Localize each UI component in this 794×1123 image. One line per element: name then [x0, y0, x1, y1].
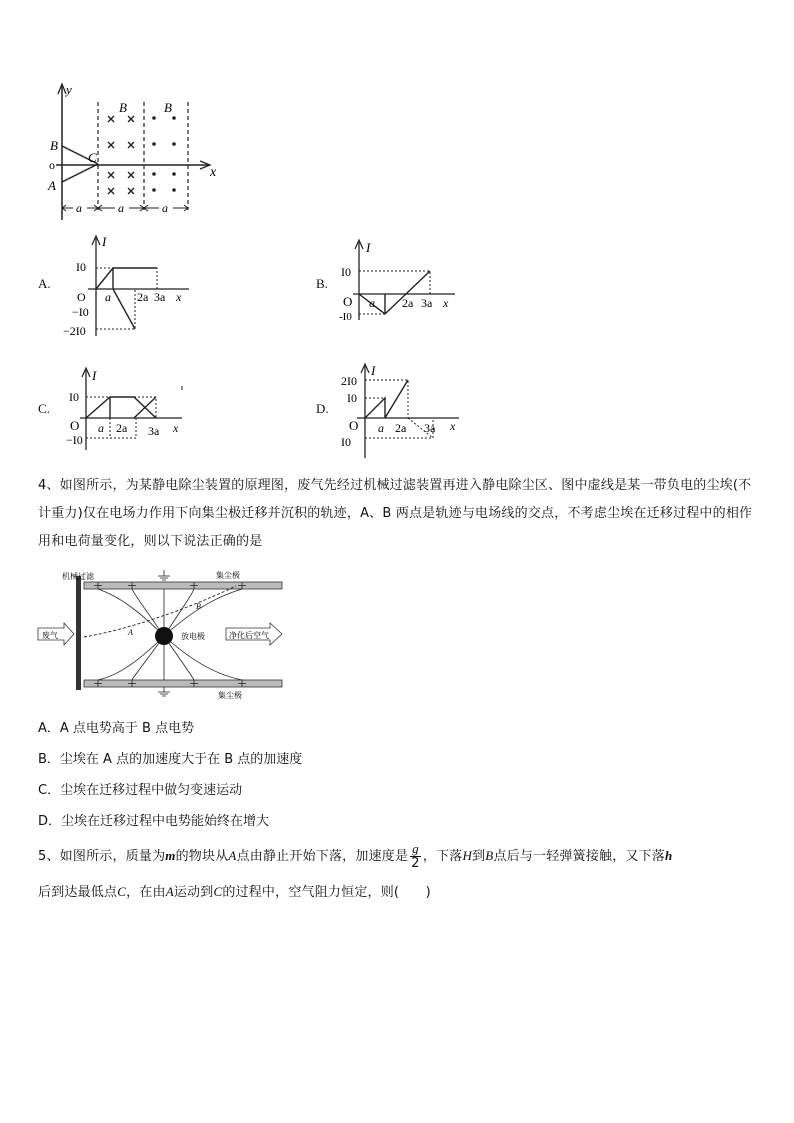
- svg-text:a: a: [378, 421, 384, 435]
- svg-text:−2I0: −2I0: [63, 324, 86, 338]
- origin-label: o: [49, 158, 55, 172]
- svg-text:O: O: [349, 418, 359, 433]
- svg-text:-I0: -I0: [339, 311, 352, 323]
- svg-text:x: x: [176, 290, 182, 304]
- region1-b-label: B: [119, 100, 127, 115]
- option-d-letter[interactable]: D.: [316, 401, 329, 416]
- q5-stem-line1: 5、如图所示，质量为m的物块从A点由静止开始下落，加速度是 $\frac{g}{2}$ ，下落H到B点后与一轻弹簧接触，又下落h: [38, 841, 673, 871]
- width-label-2: a: [118, 201, 124, 215]
- svg-text:O: O: [70, 418, 80, 433]
- svg-text:a: a: [98, 421, 104, 435]
- q5-fraction: $\frac{g}{2}$: [411, 841, 420, 871]
- svg-text:2a: 2a: [402, 296, 414, 310]
- q4-stem: 4、如图所示，为某静电除尘装置的原理图，废气先经过机械过滤装置再进入静电除尘区、图中虚线是某一带负电的尘埃(不计重力)仅在电场力作用下向集尘极迁移并沉积的轨迹，A、B 两点是轨迹与电场线的交点，不考虑尘埃在迁移过程中的相作用和电荷量变化，则以下说法正确的是: [38, 478, 753, 549]
- svg-text:B: B: [196, 602, 201, 611]
- option-b-graph[interactable]: [335, 238, 465, 328]
- option-a-graph[interactable]: [55, 232, 195, 340]
- option-b-letter[interactable]: B.: [316, 276, 328, 291]
- top-figure: [40, 80, 230, 230]
- svg-text:2a: 2a: [395, 421, 407, 435]
- svg-text:O: O: [343, 294, 353, 309]
- svg-text:x: x: [173, 421, 179, 435]
- svg-text:3a: 3a: [421, 296, 433, 310]
- svg-text:I: I: [366, 240, 371, 255]
- svg-text:放电极: 放电极: [181, 632, 205, 641]
- svg-text:I: I: [102, 234, 107, 249]
- svg-text:I0: I0: [76, 260, 86, 274]
- option-c-letter[interactable]: C.: [38, 401, 50, 416]
- point-b-label: B: [50, 138, 58, 153]
- svg-text:a: a: [369, 296, 375, 310]
- q4-choice-c[interactable]: C．尘埃在迁移过程中做匀变速运动: [38, 783, 243, 798]
- q4-choice-a[interactable]: A．A 点电势高于 B 点电势: [38, 721, 195, 736]
- svg-text:x: x: [443, 296, 449, 310]
- svg-text:集尘极: 集尘极: [216, 571, 240, 580]
- svg-text:2I0: 2I0: [341, 374, 357, 388]
- svg-text:I0: I0: [341, 435, 351, 449]
- svg-text:I: I: [92, 368, 97, 383]
- svg-text:3a: 3a: [154, 290, 166, 304]
- y-axis-label: y: [66, 82, 72, 97]
- option-c-graph[interactable]: [60, 366, 190, 456]
- point-c-label: C: [88, 150, 97, 165]
- svg-text:2a: 2a: [137, 290, 149, 304]
- q4-choice-d[interactable]: D．尘埃在迁移过程中电势能始终在增大: [38, 814, 270, 829]
- svg-text:I: I: [371, 363, 376, 378]
- q5-stem-line2: 后到达最低点C，在由A运动到C的过程中，空气阻力恒定，则( ): [38, 884, 431, 900]
- point-a-label: A: [48, 178, 56, 193]
- q4-choice-b[interactable]: B．尘埃在 A 点的加速度大于在 B 点的加速度: [38, 752, 303, 767]
- svg-text:净化后空气: 净化后空气: [229, 631, 269, 640]
- option-a-letter[interactable]: A.: [38, 276, 51, 291]
- q4-figure: [36, 568, 288, 704]
- svg-text:2a: 2a: [116, 421, 128, 435]
- svg-text:a: a: [105, 290, 111, 304]
- svg-text:−I0: −I0: [66, 433, 83, 447]
- svg-text:集尘极: 集尘极: [218, 691, 242, 700]
- svg-text:A: A: [128, 628, 133, 637]
- svg-text:机械过滤: 机械过滤: [62, 572, 94, 581]
- field-into-page-marks: [108, 116, 134, 194]
- region2-b-label: B: [164, 100, 172, 115]
- svg-text:O: O: [77, 290, 86, 304]
- x-axis-label: x: [210, 165, 217, 180]
- width-label-1: a: [76, 201, 82, 215]
- svg-text:I0: I0: [347, 391, 357, 405]
- svg-text:废气: 废气: [42, 631, 58, 640]
- field-out-of-page-marks: [152, 116, 176, 192]
- width-label-3: a: [162, 201, 168, 215]
- svg-text:3a: 3a: [424, 421, 436, 435]
- svg-text:3a: 3a: [148, 424, 160, 438]
- option-d-graph[interactable]: [335, 360, 465, 460]
- svg-text:−I0: −I0: [72, 305, 89, 319]
- svg-text:I0: I0: [341, 265, 351, 279]
- svg-text:I0: I0: [69, 390, 79, 404]
- svg-text:x: x: [450, 419, 456, 433]
